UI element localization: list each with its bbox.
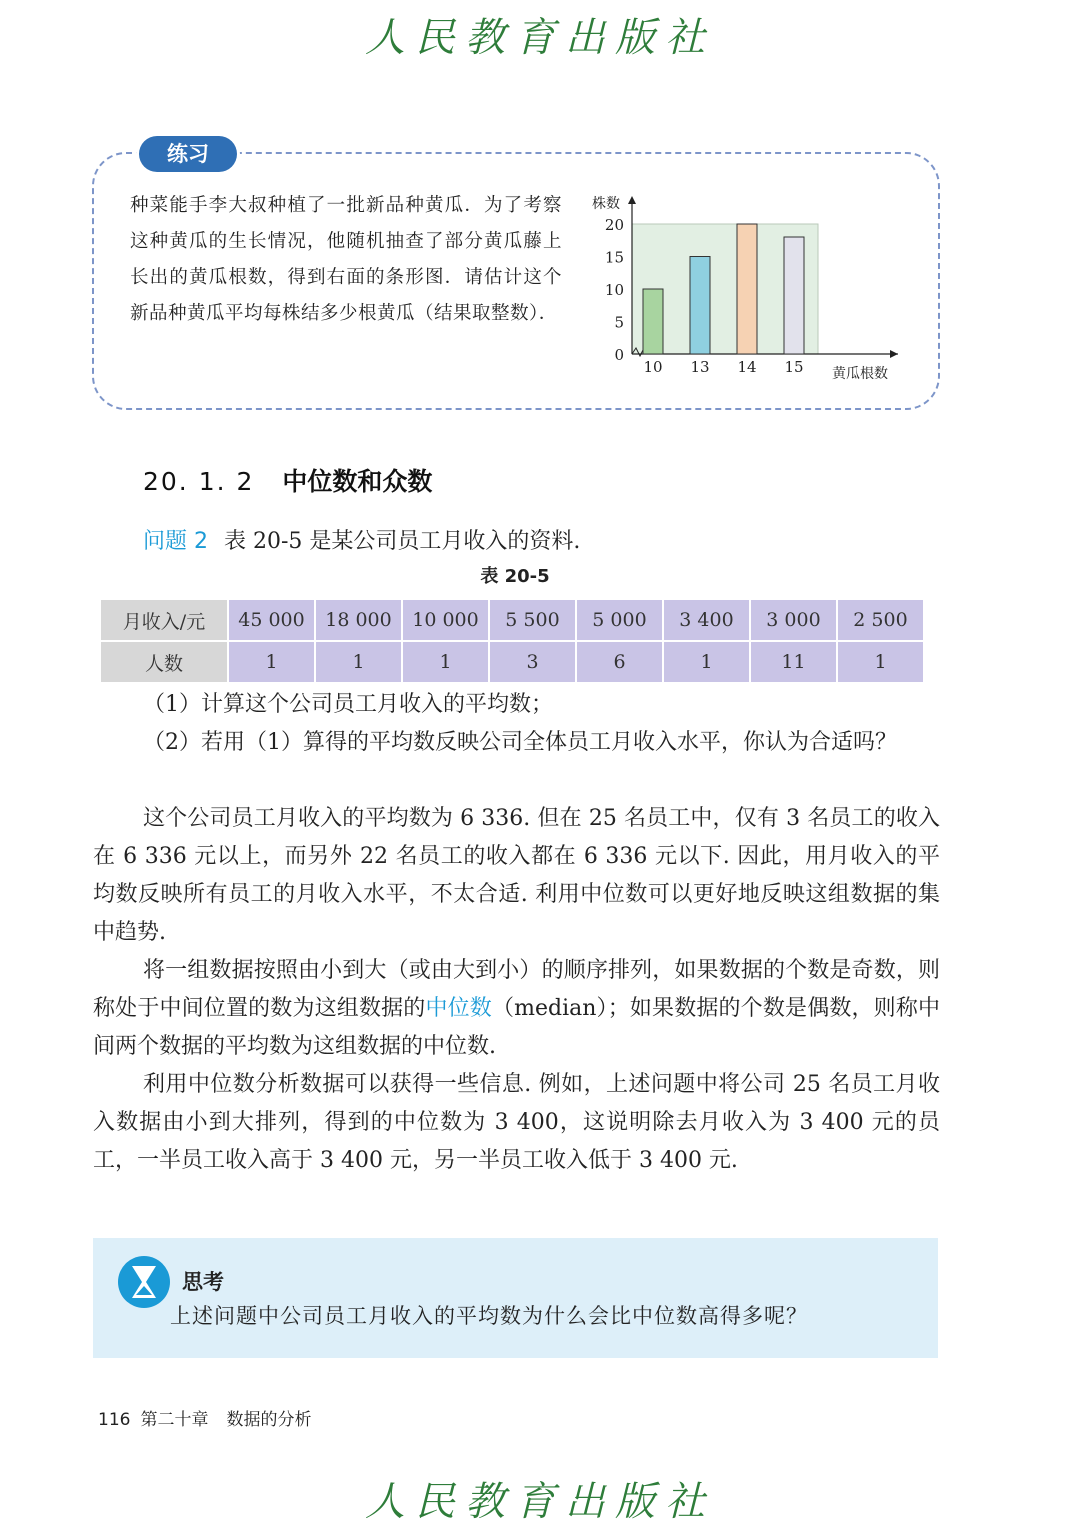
table-cell: 10 000 [402, 599, 489, 641]
table-cell: 11 [750, 641, 837, 683]
table-cell: 1 [228, 641, 315, 683]
y-tick-label: 15 [604, 248, 624, 267]
page-footer [98, 1405, 311, 1430]
question-1: （1）计算这个公司员工月收入的平均数； [143, 692, 553, 717]
paragraph-text: （median）；如果数据的个数是偶数，则称中间两个数据的平均数为这组数据的中位数. [93, 996, 940, 1059]
table-row-header: 人数 [100, 641, 228, 683]
x-tick-label: 13 [690, 358, 710, 376]
exercise-badge: 练习 [139, 136, 237, 172]
bar [690, 257, 710, 355]
table-row-income [100, 599, 924, 641]
page-number: 116 [98, 1410, 131, 1430]
y-tick-label: 10 [604, 281, 624, 299]
bar [643, 289, 663, 354]
section-number: 20. 1. 2 [143, 467, 255, 496]
table-row-count [100, 641, 924, 683]
exercise-text: 种菜能手李大叔种植了一批新品种黄瓜．为了考察这种黄瓜的生长情况，他随机抽查了部分黄瓜藤上长出的黄瓜根数，得到右面的条形图．请估计这个新品种黄瓜平均每株结多少根黄瓜（结果取整数）． [130, 195, 562, 324]
question-2: （2）若用（1）算得的平均数反映公司全体员工月收入水平，你认为合适吗？ [143, 730, 897, 755]
paragraph-median-definition [93, 952, 940, 1066]
think-title: 思考 [182, 1270, 224, 1294]
paragraph-text: 将一组数据按照由小到大（或由大到小）的顺序排列，如果数据的个数是奇数，则称处于中间位置的数为这组数据的 [93, 958, 940, 1021]
problem-label: 问题 2 [143, 529, 208, 554]
publisher-watermark-top: 人民教育出版社 [365, 15, 715, 61]
table-cell: 3 400 [663, 599, 750, 641]
publisher-watermark-bottom: 人民教育出版社 [365, 1479, 715, 1525]
table-cell: 1 [837, 641, 924, 683]
table-row-header: 月收入/元 [100, 599, 228, 641]
table-cell: 3 [489, 641, 576, 683]
bar-chart [586, 188, 906, 388]
median-term: 中位数 [425, 996, 492, 1021]
paragraph-median-example: 利用中位数分析数据可以获得一些信息. 例如，上述问题中将公司 25 名员工月收入数据由小到大排列，得到的中位数为 3 400，这说明除去月收入为 3 400 元的员工，一半员工收入高于 3 400 元，另一半员工收入低于 3 400 元. [93, 1072, 940, 1173]
paragraph-mean: 这个公司员工月收入的平均数为 6 336. 但在 25 名员工中，仅有 3 名员工的收入在 6 336 元以上，而另外 22 名员工的收入都在 6 336 元以下. 因此，用月收入的平均数反映所有员工的月收入水平，不太合适. 利用中位数可以更好地反映这组数据的集中趋势. [93, 806, 940, 945]
think-box [93, 1238, 938, 1358]
chapter-label: 第二十章 [140, 1410, 209, 1430]
chapter-title: 数据的分析 [226, 1410, 312, 1430]
y-axis-arrow [628, 196, 636, 204]
bar [737, 224, 757, 354]
y-tick-label: 5 [614, 313, 624, 332]
section-heading [143, 462, 432, 498]
x-tick-label: 15 [784, 358, 804, 376]
problem-text: 表 20-5 是某公司员工月收入的资料. [224, 529, 581, 554]
think-question: 上述问题中公司员工月收入的平均数为什么会比中位数高得多呢？ [170, 1304, 808, 1328]
table-cell: 1 [663, 641, 750, 683]
table-cell: 1 [402, 641, 489, 683]
table-cell: 1 [315, 641, 402, 683]
y-tick-label: 0 [614, 346, 624, 364]
y-axis-label: 株数 [592, 196, 620, 212]
table-cell: 45 000 [228, 599, 315, 641]
x-tick-label: 14 [737, 358, 757, 376]
table-caption: 表 20-5 [480, 566, 550, 587]
x-axis-label: 黄瓜根数 [832, 366, 888, 382]
hourglass-icon [117, 1255, 171, 1309]
table-cell: 6 [576, 641, 663, 683]
bar [784, 237, 804, 354]
x-tick-label: 10 [643, 358, 663, 376]
body-paragraphs [93, 800, 940, 1180]
section-title: 中位数和众数 [282, 467, 433, 496]
y-tick-label: 20 [604, 216, 624, 234]
problem-statement [143, 524, 580, 555]
table-cell: 5 500 [489, 599, 576, 641]
table-cell: 3 000 [750, 599, 837, 641]
table-cell: 2 500 [837, 599, 924, 641]
table-cell: 5 000 [576, 599, 663, 641]
table-cell: 18 000 [315, 599, 402, 641]
x-axis-arrow [890, 350, 898, 358]
income-table [99, 598, 925, 684]
questions [93, 686, 940, 762]
